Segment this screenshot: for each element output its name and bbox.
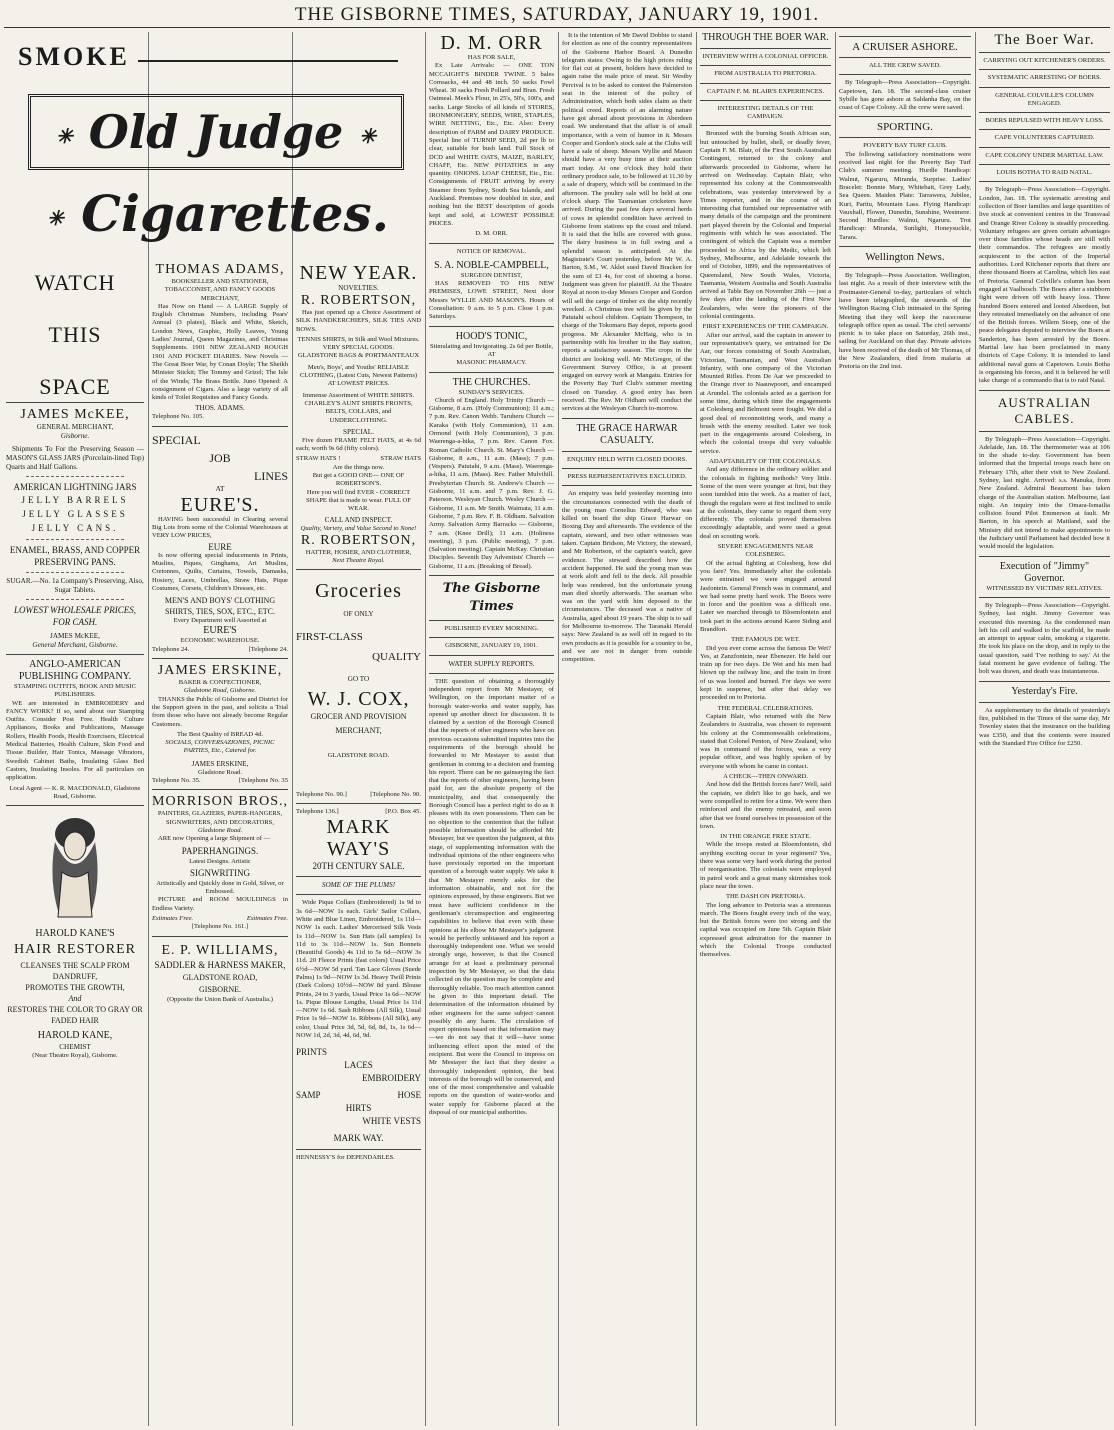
eures-heading: EURE'S. [180,493,260,516]
williams-address: GLADSTONE ROAD, [182,972,258,982]
divider [700,48,831,49]
grace-heading: THE GRACE HARWAR CASUALTY. [576,422,678,446]
paperhangings: PAPERHANGINGS. [181,846,259,857]
boer-text-7: And how did the British forces fare? Well, said the captain, we didn't like to go back, and we were compelled to retire for a time. We were then reinforced and the enemy retreated, and soon after that we found ourselves in possession of the town. [700,781,831,830]
divider [979,181,1110,182]
colville-column: GENERAL COLVILLE'S COLUMN ENGAGED. [995,91,1094,107]
hirts-word: HIRTS [345,1103,372,1114]
divider [296,569,421,570]
of-only: OF ONLY [343,610,374,619]
old-judge-heading [28,94,404,170]
gladstone-bags: GLADSTONE BAGS & PORTMANTEAUX [297,352,420,360]
eures-heading-2: EURE'S [203,625,237,637]
divider [429,243,554,244]
divider [979,681,1110,682]
straw-hats-2: STRAW HATS [380,455,421,463]
williams-heading: E. P. WILLIAMS, [161,942,279,958]
erskine-sub: BAKER & CONFECTIONER, [178,679,262,687]
first-class: FIRST-CLASS [296,631,363,644]
anglo-text: WE are interested in EMBROIDERY and FANCY WORK? If so, send about our Stamping Outfits. Consider Post Free. Health Culture Appliances, Books and Publications, Massage Rollers, Health Foods, Health Exercisers, Electrical Medical Batteries, Health Culture, Skin Food and Tissue Builder, Hair Tonics, Massage Vibrators, Swedish Cabinet Baths, Insulating Glass Bed Castors, Insulating Insoles. For all particulars on application. [6,699,144,782]
prints-word: PRINTS [296,1047,328,1058]
column-5 [562,32,692,1426]
divider [979,69,1110,70]
picture-mouldings: PICTURE and ROOM MOULDINGS in Endless Variety. [152,896,288,912]
dateline: GISBORNE, JANUARY 19, 1901. [445,642,538,650]
markway-telephones [296,808,421,816]
divider [152,426,288,427]
erskine-telephones [152,777,288,785]
divider [839,246,971,247]
divider [979,52,1110,53]
column-rule [975,32,976,1426]
kane-title: HAROLD KANE'S [35,928,115,940]
column-4 [429,32,554,1426]
cables-text: By Telegraph—Press Association—Copyright. Adelaide, Jan. 18. The thermometer was at 106 in the shade to-day. Government has been informed that the Imperial troops reach here on February 17th, after their visit to New Zealand. Sydney, last night. Arrived: s.s. Manuka, from New Zealand. Admiral Beaumont has taken charge of the Australian station. Melbourne, last night. An inquiry into the Omara-Ismailia collision found Pilot Emmerson at fault. Mr Barton, in his speech at Maitland, said the Ministry did not intend to make appointments to the Judiciary until Parliament had decided how it would mould the legislation. [979,435,1110,551]
erskine-telephone-2: [Telephone No. 35 [238,776,288,784]
kane-and: And [68,994,82,1004]
divider [562,451,692,452]
eure-word: EURE [208,541,232,552]
boer-text-3: And any difference in the ordinary soldier and the colonials in fighting methods? Very little. Some of the men were younger at first, but they soon tumbled into the work. As a matter of fact, though the regulars were at first inclined to smile at the colonials, they came to regard them very differently. The colonials proved themselves exceedingly adaptable, and were used a great deal on scouting work. [700,466,831,540]
adams-telephone: Telephone No. 105. [152,413,204,421]
divider [979,597,1110,598]
kane-address: (Near Theatre Royal), Gisborne. [32,1052,118,1060]
boer-text-9: The long advance to Pretoria was a strenuous march. The Boers fought every inch of the way, but the British forces were too strong and the capital was occupied on June 5th. Captain Blair expressed great admiration for the manner in which the Colonial Troops conducted themselves. [700,901,831,959]
samp-word: SAMP [296,1090,321,1101]
divider [429,620,554,621]
column-2 [152,262,288,1426]
divider [429,326,554,327]
straw-hats-row [296,455,421,463]
grace-sub: ENQUIRY HELD WITH CLOSED DOORS. [567,455,687,463]
hair-restorer-heading: HAIR RESTORER [13,942,137,958]
special-heading: SPECIAL [152,432,201,447]
plums-heading: SOME OF THE PLUMS! [321,881,396,890]
boer-text-8: While the troops rested at Bloemfontein, did anything exciting occur in your regiment? Yes, there was some very hard work during the period of reorganisation. The colonials were employed in patrol work and a great many skirmishes took place near the town. [700,841,831,890]
column-rule [696,32,697,1426]
divider [429,637,554,638]
interview-sub: INTERVIEW WITH A COLONIAL OFFICER. [702,53,829,60]
divider [839,57,971,58]
fire-text: As supplementary to the details of yesterday's fire, published in the Times of the same day, Mr Townley states that the insurance on the building was £350, and that the contents were insured with the Standard Fire Office for £250. [979,706,1110,747]
old-judge-text: Old Judge [88,105,344,159]
enamel-pans: ENAMEL, BRASS, AND COPPER PRESERVING PANS. [9,545,141,567]
erskine-signature-sub: Gladstone Road. [198,768,242,776]
erskine-text: THANKS the Public of Gisborne and District for the Support given in the past, and solicits a Trial from those who have not already become Regular Customers. [152,695,288,728]
water-heading: WATER SUPPLY REPORTS. [448,659,535,668]
divider [979,112,1110,113]
hennessy-line: HENNESSY'S for DEPENDABLES. [296,1154,395,1162]
smoke-heading: SMOKE [18,42,130,71]
crew-saved: ALL THE CREW SAVED. [869,62,941,69]
robertson-heading: R. ROBERTSON, [300,293,417,308]
cigarettes-heading [18,184,418,248]
straw-hats: STRAW HATS ! [296,455,341,463]
century-sale: 20TH CENTURY SALE. [312,861,405,872]
mckee-town: Gisborne. [60,432,90,440]
boer-text-6: Captain Blair, who returned with the New Zealanders to Australia, was chosen to represent his colony at the Commonwealth celebrations, stated that Colonel Penton, of New Zealand, who was in command of the forces, was a very popular officer, and was highly spoken of by everyone with whom he came in contact. [700,712,831,770]
cox-telephones [296,791,421,799]
eure-every: Every Department well Assorted at [173,617,267,625]
australia-sub: FROM AUSTRALIA TO PRETORIA. [714,70,817,78]
robertson-text: Has just opened up a Choice Assortment of SILK HANDKERCHIEFS, SILK TIES AND BOWS. [296,309,421,333]
new-year-heading: NEW YEAR. [299,262,418,284]
adams-signature: THOS. ADAMS. [195,404,245,413]
straw-text: Are the things now. [332,463,385,471]
robertson-sub: HATTER, HOSIER, AND CLOTHIER, [305,548,412,556]
check-onward: A CHECK—THEN ONWARD. [723,773,808,781]
divider [839,267,971,268]
divider [429,575,554,576]
divider [700,100,831,101]
samp-hose-row [296,1089,421,1102]
mckee-name: JAMES McKEE, [20,407,130,422]
special-goods: VERY SPECIAL GOODS. [322,344,395,352]
cape-volunteers: CAPE VOLUNTEERS CAPTURED. [994,134,1095,142]
masthead-rule [4,27,1110,28]
botha-raid: LOUIS BOTHA TO RAID NATAL. [996,169,1093,177]
erskine-signature: JAMES ERSKINE, [191,759,249,768]
estimates-row [152,915,288,923]
divider [6,805,144,806]
kane-text-1: CLEANSES THE SCALP FROM DANDRUFF, [20,961,130,982]
cigarettes-text: Cigarettes. [81,184,390,243]
robertson-heading-2: R. ROBERTSON, [300,532,417,548]
go-to: GO TO [347,675,370,684]
fire-heading: Yesterday's Fire. [1011,685,1078,697]
divider [562,468,692,469]
orr-sub: HAS FOR SALE, [467,54,516,61]
kane-name: HAROLD KANE, [37,1030,113,1042]
eure-telephones [152,646,288,654]
erskine-address: Gladstone Road, Gisborne. [183,687,257,695]
divider [296,803,421,804]
williams-opposite: (Opposite the Union Bank of Australia.) [167,995,273,1003]
divider [562,485,692,486]
orr-signature: D. M. ORR. [475,230,508,238]
famous-de-wet: THE FAMOUS DE WET. [731,636,800,644]
divider [979,164,1110,165]
signwriting-sub: Artistically and Quickly done in Gold, Silver, or Embossed. [156,879,284,896]
williams-sub: SADDLER & HARNESS MAKER, [154,959,286,970]
laces-word: LACES [344,1060,373,1071]
kane-text-2: PROMOTES THE GROWTH, [25,983,125,993]
cruiser-text: By Telegraph—Press Association—Copyright. Capetown, Jan. 18. The second-class cruiser Sybille has gone ashore at Saldanha Bay, on the coast of Cape Colony. All the crew were saved. [839,79,971,112]
eure-text: HAVING been successful in Clearing several Big Lots from some of the Colonial Warehouses at VERY LOW PRICES, [152,515,288,540]
novelties: NOVELTIES. [338,284,379,292]
watch-heading: WATCH [34,270,116,295]
mckee-sub: GENERAL MERCHANT, [36,423,114,431]
turf-text: The following satisfactory nominations were received last night for the Poverty Bay Turf Club's summer meeting. Hurdle Handicap: Walnut, Ngaruru, Miranda, Surprise. Ladies' Bracelet: Bonnie Mary, Whitebait, Grey Lady, Sea Queen. Maiden Plate: Tarrawera, Jubilee, Kuri, Paritu, Mountain Lass. Flying Handicap: Vauxhall, Flower, Dunedin, Sunshine, Westmere. Second Hurdles: Walnut, Ngaruru. Trot Handicap: Miranda, Sunlight, Honeysuckle, Tarara. [839,150,971,241]
jimmy-text: By Telegraph—Press Association—Copyright. Sydney, last night. Jimmy Governor was executed this morning. As the condemned man left his cell and walked to the scaffold, he made an attempt to appear calm, smoking a cigarette. He took his place on the drop, and in reply to the usual question, said 'I've nothing to say.' At the fatal moment he gave evidence of failing. The bolt was drawn, and death was instantaneous. [979,601,1110,676]
severe-engagements: SEVERE ENGAGEMENTS NEAR COLESBERG. [717,543,814,559]
lowest-prices: LOWEST WHOLESALE PRICES, FOR CASH. [13,605,137,627]
groceries-heading: Groceries [315,580,402,603]
star-icon: ✳ [359,124,377,148]
boer-war-text: By Telegraph—Press Association—Copyright. London, Jan. 18. The systematic arresting and collection of Boer families and large quantities of live stock at convenient centres in the Transvaal and Orange River Colony is steadily proceeding. Voluntary refugees are given certain advantages over those families whose heads are still with their commandos. The refugees are mostly acquiescent to the action of the Imperial authorities. Lord Kitchener reports that there are three thousand Boers at Carolina, which lies east of Pretoria. General Colville's column has been engaged at Vaalbosch. The Boers after a stubborn fight were driven off with heavy loss. Three hundred Boers entered and looted Aberdeen, but they retreated immediately on the advance of one of the British forces. Willem Stoep, one of the peace delegates deputed to interview the Boers at Sanderton, has been arrested by the Boers. Martial law has been proclaimed in many districts of Cape Colony. It is intended to land additional naval guns at Capetown. Louis Botha is organising his forces, and it is believed he will take charge of a commando that is to raid Natal. [979,186,1110,385]
carrying-orders: CARRYING OUT KITCHENER'S ORDERS. [983,57,1106,64]
systematic-arresting: SYSTEMATIC ARRESTING OF BOERS. [987,74,1102,82]
grace-text: An enquiry was held yesterday morning into the circumstances connected with the death of the young man Cornelius Edward, who was killed on board the ship Grace Harwar on Boxing Day and afterwards. The evidence of the captain, steward, and two other witnesses was taken. Captain Bridson, Mr Victory, the steward, and Mr Robertson, of the captain's watch, gave evidence. The steward described how the accident happened. He said the young man was at work aloft and fell to the deck. All possible help was rendered, but the unfortunate young man died shortly afterwards. The seaman who was on the yard with him deposed to the circumstances. The deceased was a native of Australia, aged about 19 years. The ship is to sail for Melbourne to-morrow. The Taranaki Herald says: New Zealand is as well off in regard to its own products as it is possible for a country to be, and we are not in danger from outside competition. [562,490,692,664]
correct-shape: Here you will find EVER - CORRECT SHAPE that is made to wear. FULL OF WEAR. [306,488,411,513]
divider [839,74,971,75]
lightning-jars: AMERICAN LIGHTNING JARS [13,482,137,492]
robertson-address: Next Theatre Royal. [332,557,385,565]
morrison-text: ARE now Opening a large Shipment of — [158,835,271,843]
felt-hats: Five dozen FRAME FELT HATS, at 4s 6d each; worth 9s 6d (fifty colors). [296,436,421,453]
divider [562,418,692,419]
divider [979,129,1110,130]
latest-designs: Latest Designs. Artistic [189,858,251,866]
divider [296,876,421,877]
williams-town: GISBORNE. [198,984,241,994]
eure-text-2: Is now offering special inducements in Prints, Muslins, Piques, Ginghams, Art Muslins, Cretonnes, Quilts, Curtains, Towels, Damasks, Hosiery, Laces, Umbrellas, Straw Hats, Pique Costumes, Corsets, Children's Dresses, etc. [152,551,288,592]
australian-cables-heading: AUSTRALIAN CABLES. [997,394,1092,426]
noble-heading: S. A. NOBLE-CAMPBELL, [434,259,549,271]
divider [26,476,124,477]
signwriting: SIGNWRITING [190,867,250,878]
adams-text: Has Now on Hand — A LARGE Supply of English Christmas Numbers, including Pears' Annual (3 plates), Black and White, Sketch, London News, Graphic, Holly Leaves, Young Ladies' Journal, Queen Magazines, and Christmas Supplements. 1901 NEW ZEALAND ROUGH 1901 AND POCKET DIARIES. New Novels — The Great Boer War, by Conan Doyle; The Sheikh Minister Stickit; The Tommy and Grizel; The Isle of the Winds; The Brass Bottle. Juno Opened: A consignment of Cigars. Also a large variety of all kinds of Toilet Requisites and Fancy Goods. [152,302,288,402]
divider [700,65,831,66]
jelly-cans: JELLY CANS. [31,523,119,533]
anglo-heading: ANGLO-AMERICAN PUBLISHING COMPANY. [18,659,132,682]
jimmy-heading: Execution of "Jimmy" Governor. [999,560,1090,584]
divider [979,87,1110,88]
witnessed-sub: WITNESSED BY VICTIMS' RELATIVES. [986,584,1103,592]
divider [979,556,1110,557]
column-rule [425,32,426,1426]
boer-war-title: The Boer War. [994,32,1095,48]
estimates-free-2: Estimates Free. [246,914,288,922]
orr-text: Ex Late Arrivals: — ONE TON MCCAIGHT'S BINDER TWINE. 5 bales Cornsacks, 44 and 48 inch. 50 sacks Fowl Wheat. 30 sacks Fresh Pollard and Bran. Fresh Oatmeal. Meek's Flour, in 25's, 50's, 100's, and sacks. Large Stocks of all kinds of STORES, IRONMONGERY, SEEDS, WIRE, STAPLES, WIRE NETTING, Etc., Etc. Also: Every description of FARM and DAIRY PRODUCE. Special line of TURNIP SEED, 2d per lb to clear, suitable for bush land. Full Stock of DCD and WHITE OATS, MAIZE, BARLEY, CHAFF, Etc. NEW POTATOES in any quantity. ONIONS. LOAF CHEESE, Etc., Etc. Consignments of FRUIT arriving by every Steamer from Sydney, South Sea Islands, and Auckland. Premises now doubled in size, and nothing but the BEST description of goods kept and sold, at LOWEST POSSIBLE PRICES. [429,62,554,227]
column-7 [839,32,971,1426]
divider [839,36,971,37]
cox-sub: GROCER AND PROVISION [310,712,407,722]
jelly-barrels: JELLY BARRELS [21,495,129,505]
divider [152,789,288,790]
anglo-agent: Local Agent — K. R. MACDONALD, Gladstone Road, Gisborne. [9,784,141,800]
removal-notice: NOTICE OF REMOVAL. [456,247,527,255]
estimates-free: Estimates Free. [152,914,194,922]
boer-war-heading: THROUGH THE BOER WAR. [702,32,829,43]
dash-pretoria: THE DASH ON PRETORIA. [725,893,805,901]
divider [700,125,831,126]
morrison-heading: MORRISON BROS., [152,794,288,810]
morrison-sub: PAINTERS, GLAZIERS, PAPER-HANGERS, SIGNWRITERS, AND DECORATORS, [157,810,283,826]
at-text: AT [215,484,225,493]
noble-sub: SURGEON DENTIST, [460,271,523,279]
erskine-telephone: Telephone No. 35. [152,776,201,784]
column-rule [558,32,559,1426]
sugar-text: SUGAR.—No. 1a Company's Preserving, Also, Sugar Tablets. [6,577,144,594]
divider [296,894,421,895]
sunday-services: SUNDAY'S SERVICES. [458,388,525,396]
grace-sub-2: PRESS REPRESENTATIVES EXCLUDED. [567,472,687,480]
jelly-glasses: JELLY GLASSES [22,509,128,519]
kane-chemist: CHEMIST [59,1043,91,1052]
boer-text-2: After our arrival, said the captain in answer to our representative's query, we entrained for De Aar, our forces consisting of South Australian, Victorian, Tasmanian, and West Australian Infantry, with one company of the Victorian Mounted Rifles. From De Aar we proceeded to the Orange river to Naauwpoort, and encamped at Arundel. The colonials acted as a garrison for some time, during which time the engagements at Colesberg and Belmont were fought. We did a good deal of reconnoitring work, and many a brush with the enemy resulted. Later we took part in the engagements around Colesberg, in which the colonial troops did very valuable service. [700,331,831,455]
sporting-heading: SPORTING. [877,121,933,134]
morrison-address: Gladstone Road. [197,826,243,834]
orange-free-state: IN THE ORANGE FREE STATE. [720,833,811,841]
first-experiences: FIRST EXPERIENCES OF THE CAMPAIGN. [702,323,829,331]
mckee-text: Shipments To For the Preserving Season — MASON'S GLASS JARS (Porcelain-lined Top) Quarts and Half Gallons. [6,445,144,471]
column-6 [700,32,831,1426]
boers-repulsed: BOERS REPULSED WITH HEAVY LOSS. [985,117,1104,125]
divider [296,1149,421,1150]
star-icon: ✳ [46,206,64,230]
divider [429,372,554,373]
adams-heading: THOMAS ADAMS, [155,262,285,277]
blair-sub: CAPTAIN F. M. BLAIR'S EXPERIENCES. [706,87,825,95]
divider [6,402,144,403]
job-heading: JOB [209,450,231,465]
morrison-telephone: [Telephone No. 161.] [191,923,249,931]
good-one: But get a GOOD ONE— ONE OF ROBERTSON'S. [312,472,405,488]
boer-text-4: Of the actual fighting at Colesberg, how did you fare? Yes. Immediately after the colonials were entrained we were engaged around Jasfontein. General French was in command, and we had some pretty hard work. The Boers were in force and the position was a difficult one. Later we marched through to Bloemfontein and took part in the actions around Karee Siding and Brandfort. [700,559,831,633]
cape-colony-martial-law: CAPE COLONY UNDER MARTIAL LAW. [985,151,1104,159]
white-vests-word: WHITE VESTS [362,1116,421,1127]
divider [152,936,288,937]
turf-club: POVERTY BAY TURF CLUB. [863,142,947,150]
divider [6,654,144,655]
divider [26,539,124,540]
call-inspect: CALL AND INSPECT. [324,515,393,524]
divider [979,147,1110,148]
masonic-pharmacy: MASONIC PHARMACY. [456,359,527,367]
local-news-text: It is the intention of Mr David Dobbie to stand for election as one of the country representatives of the Gisborne Harbor Board. A Dunedin telegram states: Owing to the high prices ruling for flat cut at present, holders have decided to again raise the male price of meat. Sir Westby Percival is to be asked to contest the Palmerston seat in the interest of the policy of Administration, which both sides claim as their political creed. Reports of an alarming nature have got abroad about provisions in Aberdeen road. We understand that the affair is of small importance, with a vein of humor in it. Messrs Cooper and Gordon's stock sale at the Clubs will have a sale of sheep. Messrs Wyllie and Mason should have a very busy time at their auction mart today. At one o'clock they hold their ordinary produce sale, to be followed at 11.30 by a sale of drapery, which will be continued in the afternoon. The poultry sale will be held at one o'clock sharp. The Tasmanian cricketers have arrived. During the past few days several herds of cows in splendid condition have arrived in Gisborne from stations up the coast and inland. It is said that the hills are covered with grass. The dairy business is in full swing and a splendid season is anticipated. At the Magistrate's Court yesterday, before Mr W. A. Barton, S.M., W. Aklet sued David Bracken for the sum of £3 4s, for cost of shoeing a horse. Judgment was given for plaintiff. At the Theatre Royal at noon to-day Messrs Cooper and Gordon will sell the cargo of timber ex the ship recently wrecked. A Christmas tree will be given by the Patutahi school children. Captain Thompson, in charge of the Tokomaru Bay depot, reports good progress. Mr Alexander McHaig, who is in partnership with his brother in the Bay station, reports a satisfactory season. The crops in the district are looking well. Mr McGregor, of the Government Survey Office, is at present engaged on survey work at Mangatu. Entries for the Poverty Bay Turf Club's summer meeting closed on Tuesday. A good entry has been received. The Rev. Mr Oldham will conduct the services at the Wesleyan Church to-morrow. [562,32,692,413]
boer-text-1: Bronzed with the burning South African sun, but untouched by bullet, shell, or deadly fever, Captain F. M. Blair, of the First South Australian Contingent, returned to the colony and afterwards proceeded to Gisborne, where he arrived on Wednesday. Captain Blair, who represented his colony at the Commonwealth celebrations, was yesterday interviewed by a Times reporter, and in the course of an interesting chat furnished our representative with many details of the campaign and the prominent part played therein by the Colonial and Imperial regiments with which he was associated. The contingent of which the Captain was a member proceeded to Africa by the Medic, which left Sydney, Melbourne, and Adelaide towards the end of October, 1899, and the representatives of Queensland, New South Wales, Victoria, Tasmania, Western Australia and South Australia arrived at Table Bay on November 26th — just a few days after the landing of the First New Zealanders, who were the pioneers of the colonial contingents. [700,130,831,321]
hood-sub: Stimulating and Invigorating. 2s 6d per Bottle, [429,342,554,350]
immense-assortment: Immense Assortment of WHITE SHIRTS. CHARLEY'S AUNT SHIRTS FRONTS, BELTS, COLLARS, and UNDERCLOTHING. [302,391,415,424]
old-judge-ad [8,34,418,254]
cox-heading: W. J. COX, [307,688,410,711]
mckee-signature-sub: General Merchant, Gisborne. [32,641,118,649]
cruiser-heading: A CRUISER ASHORE. [852,41,958,53]
reliable-clothing: Men's, Boys', and Youths' RELIABLE CLOTHING, (Latest Cuts, Newest Patterns) AT LOWEST PRICES. [299,363,418,388]
divider [152,658,288,659]
markway-box: [P.O. Box 45. [385,808,421,816]
quality-word: QUALITY [372,651,421,664]
kane-text-3: RESTORES THE COLOR TO GRAY OR FADED HAIR [7,1005,143,1026]
hose-word: HOSE [397,1090,421,1101]
boer-text-5: Did you ever come across the famous De Wet? Yes, at Zanzfontein, near Ebenezer. He held our train up for two days. De Wet and his men had blown up the railway line, and the train in front of us was looted and burned. For days we were kept in suspense, but after that delay we proceeded on to Pretoria. [700,644,831,702]
lines-heading: LINES [254,468,288,483]
divider [26,572,124,573]
markway-telephone: Telephone 136.] [296,808,339,816]
markway-signature: MARK WAY. [333,1133,384,1144]
divider [26,599,124,600]
eure-economic: ECONOMIC WAREHOUSE. [180,637,260,645]
column-3 [296,262,421,1426]
divider [979,431,1110,432]
column-8 [979,32,1110,1426]
divider [700,83,831,84]
masthead: THE GISBORNE TIMES, SATURDAY, JANUARY 19, 1901. [294,4,820,25]
adaptability: ADAPTABILITY OF THE COLONIALS. [709,458,822,466]
special-heading: SPECIAL. [343,427,374,436]
noble-text: HAS REMOVED TO HIS NEW PREMISES, LOWE STREET, Next door Messrs WYLLIE AND MASON'S. Hours of Consultation: 9 a.m. to 5 p.m. Close 1 p.m. Saturdays. [429,280,554,321]
wellington-heading: Wellington News. [865,251,945,264]
erskine-socials: SOCIALS, CONVERSAZIONES, PICNIC PARTIES, Etc., Catered for. [165,739,275,755]
this-heading: THIS [48,322,102,347]
divider [839,137,971,138]
erskine-heading: JAMES ERSKINE, [157,663,283,679]
times-logo: The Gisborne Times [442,581,541,615]
divider [979,702,1110,703]
mens-clothing: MEN'S AND BOYS' CLOTHING SHIRTS, TIES, SOX, ETC., ETC. [164,596,276,617]
markway-heading: MARK WAY'S [326,816,391,861]
published-line: PUBLISHED EVERY MORNING. [444,625,539,633]
anglo-sub: STAMPING OUTFITS, BOOK AND MUSIC PUBLISHERS. [13,683,137,699]
adams-sub: BOOKSELLER AND STATIONER, TOBACCONIST, AND FANCY GOODS MERCHANT, [164,278,276,302]
hood-heading: HOOD'S TONIC, [455,330,528,342]
column-1 [6,262,144,1426]
column-rule [835,32,836,1426]
divider [839,116,971,117]
star-icon: ✳ [55,124,73,148]
orr-heading: D. M. ORR [440,32,543,54]
divider [429,673,554,674]
space-heading: SPACE [39,374,111,399]
tennis-shirts: TENNIS SHIRTS, in Silk and Wool Mixtures. [297,335,420,343]
cox-merchant: MERCHANT, [335,726,382,736]
water-text: THE question of obtaining a thoroughly independent report from Mr Mestayer, of Wellington, on the important matter of a borough water-works and water supply, has opened up another direct for discussion. It is claimed by a section of the Borough Council that the reports of other engineers who have on previous occasions submitted inquiries into the requirements of the borough should be forwarded to Mr Mestayer to assist that gentleman in coming to a decision and framing his report. There can be no gainsaying the fact that the reports of other engineers, having been paid for, are the absolute property of the municipality, and that consequently the Borough Council has a perfect right to do as it pleases with its own possessions. Then can be no objection to the contention that the fullest possible information should be afforded Mr Mestayer, but we question the judgment, at this stage, of supplementing information with the individual opinions of the other engineers who have previously reported on the important question of a borough water supply. We take it that Mr Mestayer merely asks for the information obtainable, and not for the opinions expressed, by these engineers. But we must have sufficient confidence in the gentleman's circumspection and engineering capabilities to believe that even with these opinions at his elbow Mr Mestayer's judgment would be perfectly unbiassed and his report a thoroughly independent one. What we would strongly urge, however, is that the Council arrange for at least a preliminary personal inspection by Mr Mestayer, so that the data collected on the question may be complete and thoroughly reliable. Too much attention cannot be given to this important detail. The determination of the information obtained by other engineers for the same subject cannot possibly do any harm. The circulation of expert opinions based on that information may—we do not say that it will—have some influencing effect upon the mind of the recipient. But were the Council to impress on Mr Mestayer the fact that they desire a thoroughly independent opinion, the best interests of the borough will be conserved, and one of the most comprehensive and valuable reports on the question of water-works and water supply for Gisborne placed at the disposal of our municipal authorities. [429,677,554,1117]
wellington-text: By Telegraph—Press Association. Wellington, last night. As a result of their interview with the Postmaster-General to-day, particulars of which have been telegraphed, the stewards of the Wellington Racing Club intimated to the Spring Meeting that they will keep the racecourse telegraph office open as usual. The civil servants' picnic is to take place on Saturday, 26th inst., sailing for Auckland on that day. Private advices have been received of the death of Mr Thomas, of the New Zealanders, died from malaria at Pretoria on the 2nd inst. [839,272,971,371]
cox-telephone-2: [Telephone No. 90. [370,790,421,798]
erskine-bread: The Best Quality of BREAD 4d. [176,730,264,738]
interest-sub: INTERESTING DETAILS OF THE CAMPAIGN. [717,104,814,121]
cox-address: GLADSTONE ROAD. [327,752,390,760]
cox-telephone: Telephone No. 90.] [296,790,347,798]
eure-telephone: Telephone 24. [152,645,190,653]
embroidery-word: EMBROIDERY [361,1073,421,1084]
hood-at: AT [487,350,496,358]
church-text: Church of England. Holy Trinity Church — Gisborne, 8 a.m. (Holy Communion); 11 a.m.; 7 p.m. Rev. Canon Webb. Taruheru Church — Karaka (with Holy Communion), 11 a.m. Ormond (with Holy Communion), 3 p.m. Waerenga-a-hika, 7 p.m. Rev. Canon Fox. Roman Catholic Church. St. Mary's Church — Gisborne, 8 a.m., 11 a.m. (Mass); 7 p.m. (Vespers). Patutahi, 9 a.m. (Mass). Waerenga-a-hika, 11 a.m. (Mass). Rev. Father Mulvihill. Presbyterian Church. St. Andrew's Church — Gisborne, 11 a.m. and 7 p.m. Rev. J. G. Paterson. Wesleyan Church. Wesley Church — Gisborne, 11 a.m. Mr Smith. Waimata, 11 a.m. Gisborne, 7 p.m. Rev. F. B. Oldham. Salvation Army. Salvation Army Barracks — Gisborne, 7 a.m. (Knee Drill); 11 a.m. (Holiness meeting), 3 p.m. (Public meeting), 7 p.m. (Salvation meeting). Captain McKay. Christian Disciples. Seventh Day Adventists' Church — Gisborne, 11 a.m. (Breaking of Bread). [429,396,554,570]
sale-items: Wide Pique Collars (Embroidered) 1s 9d to 3s 6d—NOW 1s each. Girls' Sailor Collars, White and Blue Linen, Embroidered, 1s 11d—NOW 1s each. Ladies' Mercerised Silk Vests 1s 11d—NOW 1s. Sun Hats (all samples) 1s 11d to 3s 11d—NOW 1s. Sun Bonnets (Beautiful Goods) 4s 11d to 5s 6d—NOW 3s 11d. 20 Fleece Prints (fast colors) Usual Price 6½d—NOW 5d yard. Tan Lace Gloves (Suede Palms) 1s 9d—NOW 1s 3d. Heavy Twill Prints (Dark Colors) 10½d—NOW 8d yard. Blouse Prints, 24 to 3 yards, Usual Price 1s 6d—NOW 1s. Pique Blouse Lengths, Usual Price 1s 11d—NOW 1s 6d. Sash Ribbons (All Silk), Usual Price 1s 9d—NOW 1s. Ribbons (All Silk), any color, Usual Price 3d, 5d, 6d, 8d, 1s, 1s 6d—NOW 1d, 2d, 3d, 4d, 6d, 9d. [296,899,421,1040]
woman-portrait-icon [40,812,110,922]
quality-line: Quality, Variety, and Value Second to None! [300,524,417,532]
federal-celebrations: THE FEDERAL CELEBRATIONS. [717,704,814,712]
portrait-illustration [40,812,110,922]
churches-heading: THE CHURCHES. [452,376,531,388]
eure-telephone-2: [Telephone 24. [248,645,288,653]
divider [429,655,554,656]
smoke-line [138,60,398,62]
divider [979,390,1110,391]
mckee-signature: JAMES McKEE, [50,632,100,640]
